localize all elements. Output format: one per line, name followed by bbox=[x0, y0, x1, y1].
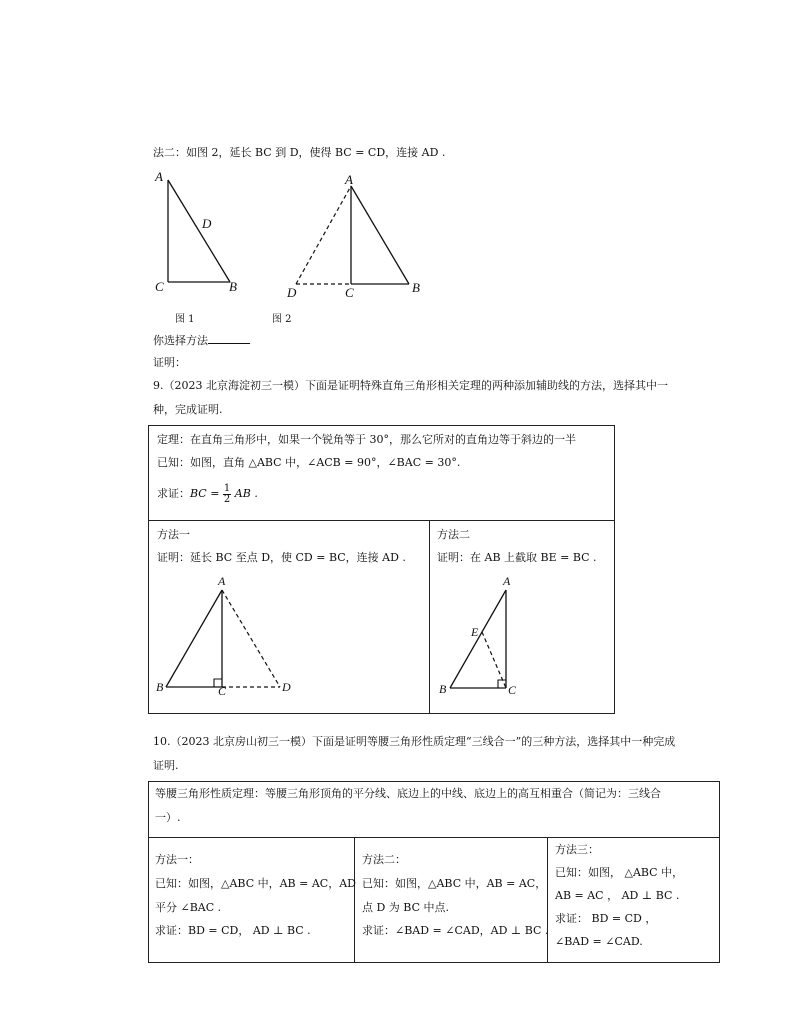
m1-label-a: A bbox=[218, 574, 226, 588]
q10-col-divider-1 bbox=[354, 837, 355, 963]
q10-theorem-l2: 一）. bbox=[155, 811, 181, 824]
fig1-label-c: C bbox=[155, 279, 164, 294]
q9-method1-title: 方法一 bbox=[157, 528, 190, 541]
q10-c1-given: 已知：如图，△ABC 中，AB = AC，AD bbox=[155, 877, 356, 890]
fig1-label-d: D bbox=[202, 216, 212, 231]
q9-method2-title: 方法二 bbox=[437, 528, 470, 541]
q9-method1-text: 证明：延长 BC 至点 D，使 CD = BC，连接 AD . bbox=[157, 551, 406, 564]
fig2-label-c: C bbox=[345, 285, 354, 300]
m2-label-a: A bbox=[503, 574, 511, 588]
q10-c2-given2: 点 D 为 BC 中点. bbox=[362, 901, 450, 914]
q10-c3-title: 方法三： bbox=[555, 843, 599, 856]
m2-label-c: C bbox=[508, 683, 517, 697]
q10-c3-given2: AB = AC ， AD ⊥ BC . bbox=[555, 889, 680, 902]
q10-c2-prove: 求证：∠BAD = ∠CAD，AD ⊥ BC . bbox=[362, 924, 549, 937]
q10-c2-given: 已知：如图，△ABC 中，AB = AC， bbox=[362, 877, 547, 890]
m1-label-d: D bbox=[282, 680, 291, 694]
q10-c3-given: 已知：如图， △ABC 中， bbox=[555, 866, 684, 879]
q10-c2-title: 方法二： bbox=[362, 853, 406, 866]
fig1-label-a: A bbox=[155, 169, 163, 184]
m2-label-e: E bbox=[471, 625, 479, 639]
proof-label: 证明： bbox=[153, 356, 186, 369]
q9-method2-text: 证明：在 AB 上截取 BE = BC . bbox=[437, 551, 597, 564]
q10-c3-prove: 求证： BD = CD ， bbox=[555, 912, 657, 925]
q10-col-divider-2 bbox=[547, 837, 548, 963]
m1-label-c: C bbox=[218, 684, 227, 698]
method2-intro: 法二：如图 2，延长 BC 到 D，使得 BC = CD，连接 AD . bbox=[153, 146, 446, 159]
q10-c1-title: 方法一： bbox=[155, 853, 199, 866]
q10-line1: 10.（2023 北京房山初三一模）下面是证明等腰三角形性质定理“三线合一”的三种方法，选择其中一种完成 bbox=[153, 735, 676, 748]
q9-theorem: 定理：在直角三角形中，如果一个锐角等于 30°，那么它所对的直角边等于斜边的一半 bbox=[157, 433, 576, 446]
q9-prove-lhs: BC = bbox=[190, 487, 220, 500]
fig1-caption: 图 1 bbox=[175, 314, 195, 325]
frac-denominator: 2 bbox=[223, 493, 231, 505]
q10-table-divider bbox=[148, 837, 720, 838]
q10-theorem-l1: 等腰三角形性质定理：等腰三角形顶角的平分线、底边上的中线、底边上的高互相重合（简记为：三线合 bbox=[155, 787, 661, 800]
q9-given: 已知：如图，直角 △ABC 中，∠ACB = 90°，∠BAC = 30°. bbox=[157, 456, 461, 469]
choose-method-label: 你选择方法 bbox=[153, 334, 208, 347]
q9-prove-rhs: AB . bbox=[234, 487, 258, 500]
q10-line2: 证明. bbox=[153, 759, 179, 772]
q10-c1-given2: 平分 ∠BAC . bbox=[155, 901, 222, 914]
q10-c1-prove: 求证：BD = CD， AD ⊥ BC . bbox=[155, 924, 311, 937]
q10-c3-prove2: ∠BAD = ∠CAD. bbox=[555, 935, 643, 948]
q9-line2: 种，完成证明. bbox=[153, 403, 223, 416]
m1-label-b: B bbox=[156, 680, 164, 694]
q9-prove-prefix: 求证： bbox=[157, 487, 190, 500]
fig1-label-b: B bbox=[229, 279, 237, 294]
q9-line1: 9.（2023 北京海淀初三一模）下面是证明特殊直角三角形相关定理的两种添加辅助线的方法，选择其中一 bbox=[153, 379, 668, 392]
fig2-caption: 图 2 bbox=[272, 314, 292, 325]
fig2-label-a: A bbox=[345, 172, 353, 187]
fig2-label-b: B bbox=[412, 280, 420, 295]
m2-label-b: B bbox=[439, 682, 447, 696]
fig2-label-d: D bbox=[287, 285, 297, 300]
frac-numerator: 1 bbox=[223, 482, 231, 494]
